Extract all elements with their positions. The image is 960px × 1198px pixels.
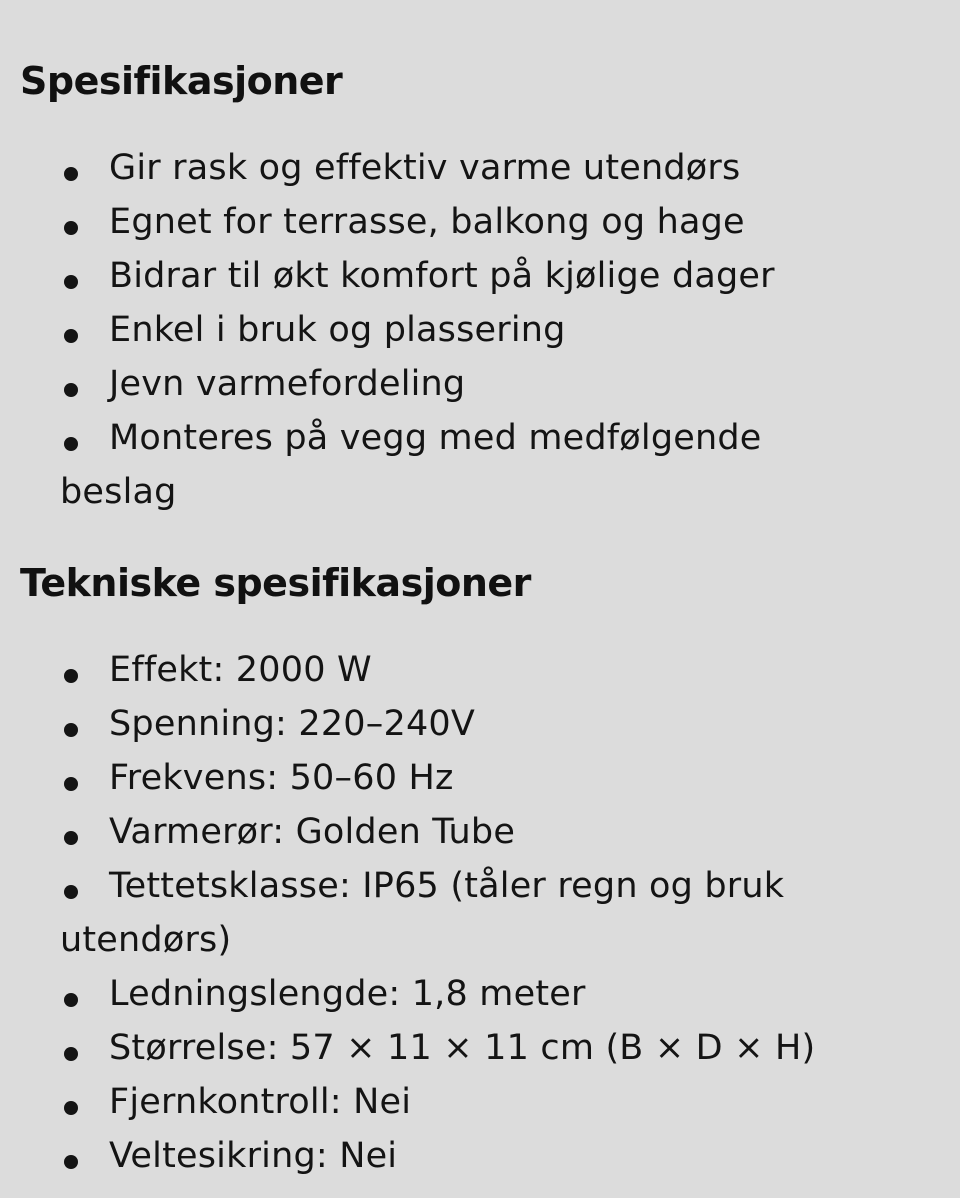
list-item-text: Spenning: 220–240V bbox=[109, 704, 476, 744]
list-item-text: Størrelse: 57 × 11 × 11 cm (B × D × H) bbox=[109, 1028, 816, 1068]
list-item bbox=[0, 357, 880, 411]
list-item bbox=[0, 249, 880, 303]
list-item-text: Varmerør: Golden Tube bbox=[109, 812, 516, 852]
list-item bbox=[0, 751, 880, 805]
list-item bbox=[0, 195, 880, 249]
list-item bbox=[0, 805, 880, 859]
list-item bbox=[0, 967, 880, 1021]
list-item-text: Tettetsklasse: IP65 (tåler regn og bruk utendørs) bbox=[60, 866, 785, 960]
list-item-text: Frekvens: 50–60 Hz bbox=[109, 758, 454, 798]
list-item-text: Enkel i bruk og plassering bbox=[109, 310, 566, 350]
list-item bbox=[0, 303, 880, 357]
list-item-text: Egnet for terrasse, balkong og hage bbox=[109, 202, 745, 242]
specifications-list bbox=[0, 141, 960, 519]
list-item bbox=[0, 1075, 880, 1129]
list-item bbox=[0, 643, 880, 697]
list-item bbox=[0, 1129, 880, 1183]
list-item-text: Jevn varmefordeling bbox=[109, 364, 466, 404]
list-item-text: Bidrar til økt komfort på kjølige dager bbox=[109, 256, 775, 296]
list-item-text: Veltesikring: Nei bbox=[109, 1136, 398, 1176]
list-item bbox=[0, 141, 880, 195]
list-item-text: Effekt: 2000 W bbox=[109, 650, 372, 690]
section-heading-specifications: Spesifikasjoner bbox=[20, 59, 343, 103]
section-heading-technical-specifications: Tekniske spesifikasjoner bbox=[20, 561, 531, 605]
list-item bbox=[0, 697, 880, 751]
list-item-text: Ledningslengde: 1,8 meter bbox=[109, 974, 586, 1014]
list-item bbox=[0, 859, 880, 967]
list-item-text: Monteres på vegg med medfølgende beslag bbox=[60, 418, 762, 512]
technical-specifications-list bbox=[0, 643, 960, 1183]
list-item-text: Gir rask og effektiv varme utendørs bbox=[109, 148, 741, 188]
list-item bbox=[0, 411, 880, 519]
list-item bbox=[0, 1021, 880, 1075]
list-item-text: Fjernkontroll: Nei bbox=[109, 1082, 412, 1122]
